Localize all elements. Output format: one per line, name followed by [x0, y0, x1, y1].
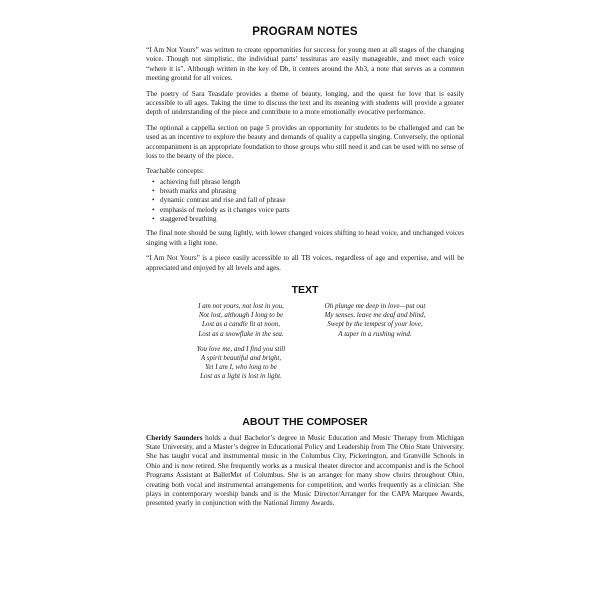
program-notes-heading: PROGRAM NOTES [252, 26, 358, 38]
poem-right-column [308, 302, 442, 388]
program-notes-paragraph: “I Am Not Yours” was written to create opportunities for success for young men at all stages of the changing voice. Though not simplistic, the individual parts’ tessituras are easily manageable, and meet each voice “where it is”. Although written in the key of Db, it centers around the Ab3, a note that serves as a common meeting ground for all voices. [146, 46, 464, 83]
poem-stanza [174, 345, 308, 382]
teachable-concepts-list [146, 178, 464, 224]
text-heading: TEXT [291, 283, 319, 296]
concept-item: • staggered breathing [160, 215, 464, 224]
program-notes-paragraph: The optional a cappella section on page 5 provides an opportunity for students to be challenged and can be used as an incentive to explore the beauty and demands of quality a cappella singing. Conversely, the optional accompaniment is an appropriate foundation to those groups who still need it and can be used with no sense of loss to the beauty of the piece. [146, 123, 464, 161]
concept-item: • achieving full phrase length [160, 178, 464, 187]
poem-line: You love me, and I find you still [196, 344, 286, 353]
poem-line: Swept by the tempest of your love, [327, 320, 423, 329]
concept-item: • emphasis of melody as it changes voice parts [160, 206, 464, 215]
poem-stanza [174, 302, 308, 339]
program-notes-paragraph: The poetry of Sara Teasdale provides a theme of beauty, longing, and the quest for love that is easily accessible to all ages. Taking the time to discuss the text and its meaning with students will provide a greater depth of understanding of the piece and contribute to a more emotionally evocative performance. [146, 89, 464, 117]
poem-line: A spirit beautiful and bright, [200, 354, 282, 362]
closing-paragraph: “I Am Not Yours” is a piece easily accessible to all TB voices, regardless of age and expertise, and will be appreciated and enjoyed by all levels and ages. [146, 254, 464, 272]
closing-paragraph: The final note should be sung lightly, with lower changed voices shifting to head voice, and unchanged voices singing with a light tone. [146, 229, 464, 247]
poem-left-column [174, 302, 308, 388]
composer-bio [146, 434, 464, 509]
teachable-concepts-label: Teachable concepts: [146, 167, 204, 176]
poem-stanza [308, 302, 442, 339]
composer-name: Cheridy Saunders [146, 433, 203, 442]
poem-line: Yet I am I, who long to be [205, 363, 277, 372]
poem-line: Lost as a light is lost in light. [200, 372, 282, 381]
concept-item: • dynamic contrast and rise and fall of phrase [160, 196, 464, 205]
about-composer-heading: ABOUT THE COMPOSER [242, 415, 368, 428]
poem-line: Not lost, although I long to be [198, 311, 284, 320]
poem-line: I am not yours, not lost in you, [198, 301, 284, 310]
poem-line: Lost as a candle lit at noon, [202, 320, 280, 329]
poem-line: Oh plunge me deep in love—put out [324, 301, 426, 310]
poem-line: Lost as a snowflake in the sea. [198, 329, 284, 338]
poem-line: A taper in a rushing wind. [338, 329, 412, 338]
composer-bio-text: holds a dual Bachelor’s degree in Music Education and Music Therapy from Michigan State University, and a Master’s degree in Educational Policy and Leadership from The Ohio State University. She has taught vocal and instrumental music in the Columbus City, Pickerington, and Granville Schools in Ohio and is now retired. She frequently works as a musical theater director and accompanist and is the School Programs Assistant at BalletMet of Columbus. She is an arranger for many show choirs throughout Ohio, creating both vocal and instrumental arrangements for competition, and works frequently as a clinician. She plays in contemporary worship bands and is the Music Director/Arranger for the CAPA Marquee Awards, presented yearly in conjunction with the National Jimmy Awards. [146, 433, 464, 508]
concept-item: • breath marks and phrasing [160, 187, 464, 196]
poem-line: My senses, leave me deaf and blind, [324, 311, 426, 320]
poem [146, 302, 464, 388]
